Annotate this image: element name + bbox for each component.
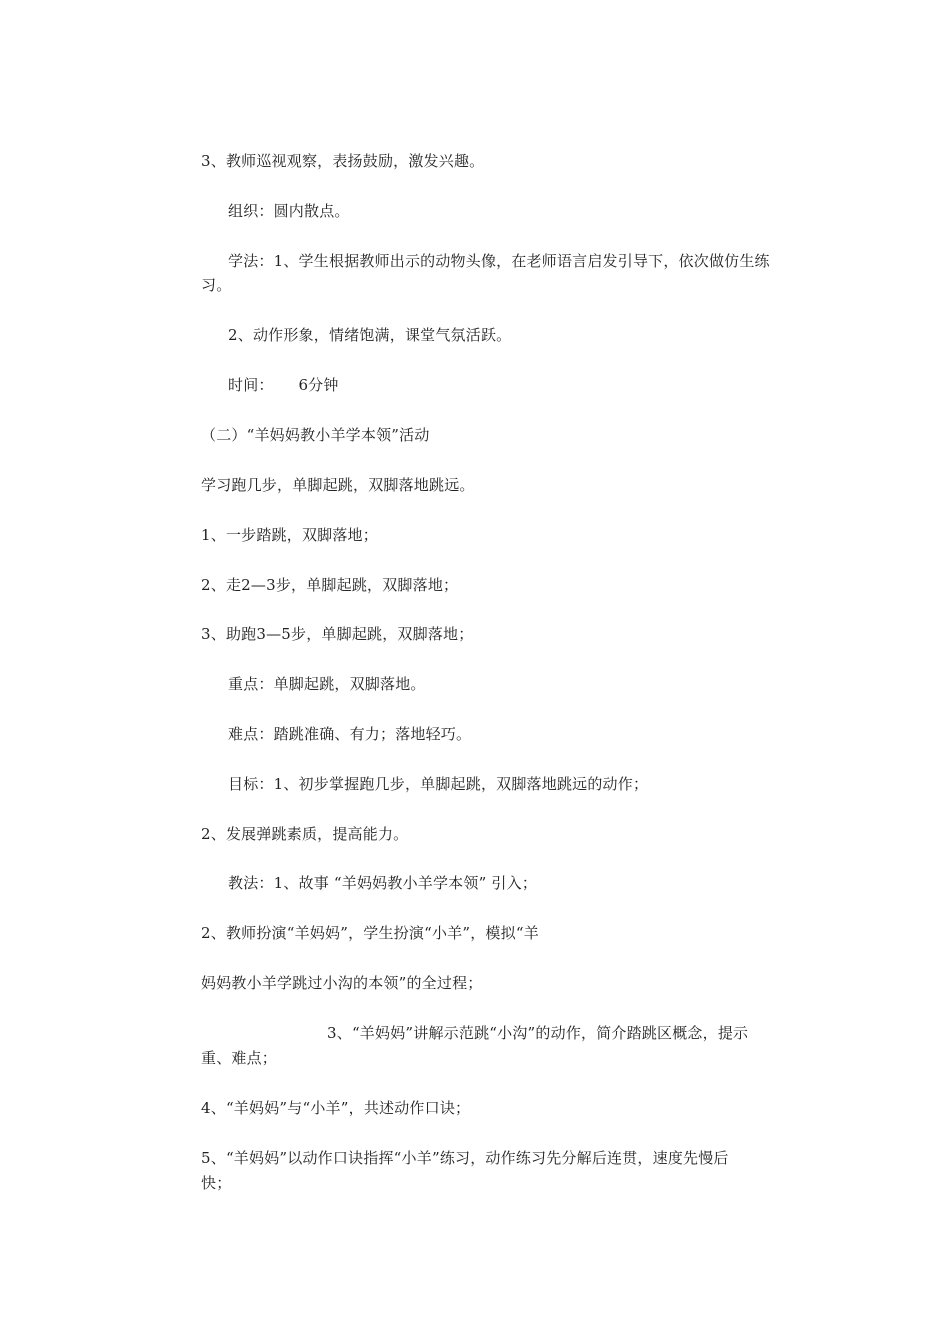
paragraph-teaching-method-5-line1: 5、“羊妈妈”以动作口诀指挥“小羊”练习，动作练习先分解后连贯，速度先慢后: [201, 1149, 729, 1167]
paragraph-teacher-observe: 3、教师巡视观察，表扬鼓励，激发兴趣。: [201, 152, 485, 170]
paragraph-teaching-method-2: 2、教师扮演“羊妈妈”，学生扮演“小羊”，模拟“羊: [201, 924, 539, 942]
paragraph-teaching-method-3-line1: 3、“羊妈妈”讲解示范跳“小沟”的动作，简介踏跳区概念，提示: [327, 1024, 749, 1042]
section-heading-activity-two: （二）“羊妈妈教小羊学本领”活动: [201, 426, 430, 444]
paragraph-key-point: 重点：单脚起跳，双脚落地。: [228, 675, 426, 693]
list-item-step-2: 2、走2—3步，单脚起跳，双脚落地；: [201, 576, 459, 594]
paragraph-action-image: 2、动作形象，情绪饱满，课堂气氛活跃。: [228, 326, 512, 344]
paragraph-difficulty: 难点：踏跳准确、有力；落地轻巧。: [228, 725, 472, 743]
paragraph-teaching-method-4: 4、“羊妈妈”与“小羊”，共述动作口诀；: [201, 1099, 471, 1117]
list-item-step-1: 1、一步踏跳，双脚落地；: [201, 526, 378, 544]
list-item-step-3: 3、助跑3—5步，单脚起跳，双脚落地；: [201, 625, 474, 643]
paragraph-time: 时间： 6分钟: [228, 376, 339, 394]
paragraph-goal-2: 2、发展弹跳素质，提高能力。: [201, 825, 409, 843]
paragraph-learning-method-line1: 学法：1、学生根据教师出示的动物头像，在老师语言启发引导下，依次做仿生练: [228, 252, 770, 270]
paragraph-teaching-method-1: 教法：1、故事 “羊妈妈教小羊学本领” 引入；: [228, 874, 538, 892]
paragraph-learning-method-line2: 习。: [201, 276, 232, 294]
paragraph-teaching-method-5-line2: 快；: [201, 1174, 232, 1192]
paragraph-organization: 组织：圆内散点。: [228, 202, 350, 220]
paragraph-teaching-method-2-cont: 妈妈教小羊学跳过小沟的本领”的全过程；: [201, 974, 483, 992]
paragraph-learn-jump: 学习跑几步，单脚起跳，双脚落地跳远。: [201, 476, 475, 494]
paragraph-goal-1: 目标：1、初步掌握跑几步，单脚起跳，双脚落地跳远的动作；: [228, 775, 649, 793]
paragraph-teaching-method-3-line2: 重、难点；: [201, 1049, 278, 1067]
